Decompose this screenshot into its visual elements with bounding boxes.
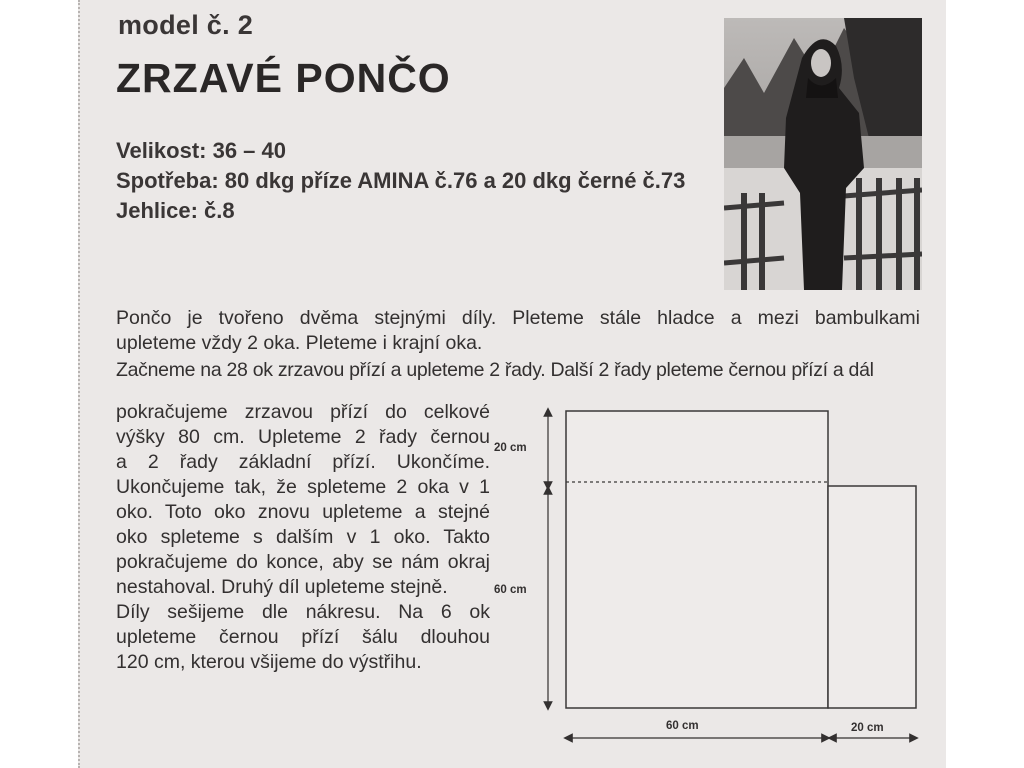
spec-size: Velikost: 36 – 40: [116, 138, 286, 163]
magazine-page: [78, 0, 946, 768]
instruction-line: pokračujeme do konce, aby se nám okraj: [116, 551, 490, 573]
spec-needles: Jehlice: č.8: [116, 198, 235, 223]
main-panel: [566, 411, 828, 708]
instruction-line: oko spleteme s dalším v 1 oko. Takto: [116, 526, 490, 548]
model-photo: [724, 18, 922, 290]
width-main-label: 60 cm: [666, 720, 699, 732]
model-number: model č. 2: [118, 10, 254, 40]
intro-paragraph: [116, 306, 920, 383]
instruction-line: 120 cm, kterou všijeme do výstřihu.: [116, 651, 422, 673]
instruction-line: výšky 80 cm. Upleteme 2 řady černou: [116, 426, 490, 448]
spec-yarn: Spotřeba: 80 dkg příze AMINA č.76 a 20 dkg černé č.73: [116, 168, 686, 193]
pattern-title: ZRZAVÉ PONČO: [116, 55, 451, 101]
instruction-line: pokračujeme zrzavou přízí do celkové: [116, 401, 490, 423]
instruction-line: nestahoval. Druhý díl upleteme stejně.: [116, 576, 448, 598]
instruction-line: Díly sešijeme dle nákresu. Na 6 ok: [116, 601, 490, 623]
height-main-label: 60 cm: [494, 584, 527, 596]
intro-line: upleteme vždy 2 oka. Pleteme i krajní oka.: [116, 332, 483, 354]
instruction-line: Ukončujeme tak, že spleteme 2 oka v 1: [116, 476, 490, 498]
page-fold-line: [78, 0, 82, 768]
instruction-line: upleteme černou přízí šálu dlouhou: [116, 626, 490, 648]
intro-line: Začneme na 28 ok zrzavou přízí a upleteme 2 řady. Další 2 řady pleteme černou přízí a dál: [116, 359, 874, 381]
height-top-label: 20 cm: [494, 442, 527, 454]
model-photo-image: [724, 18, 922, 290]
instruction-line: a 2 řady základní přízí. Ukončíme.: [116, 451, 490, 473]
side-panel: [828, 486, 916, 708]
pattern-diagram: [488, 400, 938, 755]
pattern-diagram-svg: [488, 400, 938, 750]
width-side-label: 20 cm: [851, 722, 884, 734]
intro-line: Pončo je tvořeno dvěma stejnými díly. Pleteme stále hladce a mezi bambulkami: [116, 307, 920, 329]
instruction-line: oko. Toto oko znovu upleteme a stejné: [116, 501, 490, 523]
instructions-column: [116, 400, 490, 675]
specs-block: [116, 136, 685, 226]
